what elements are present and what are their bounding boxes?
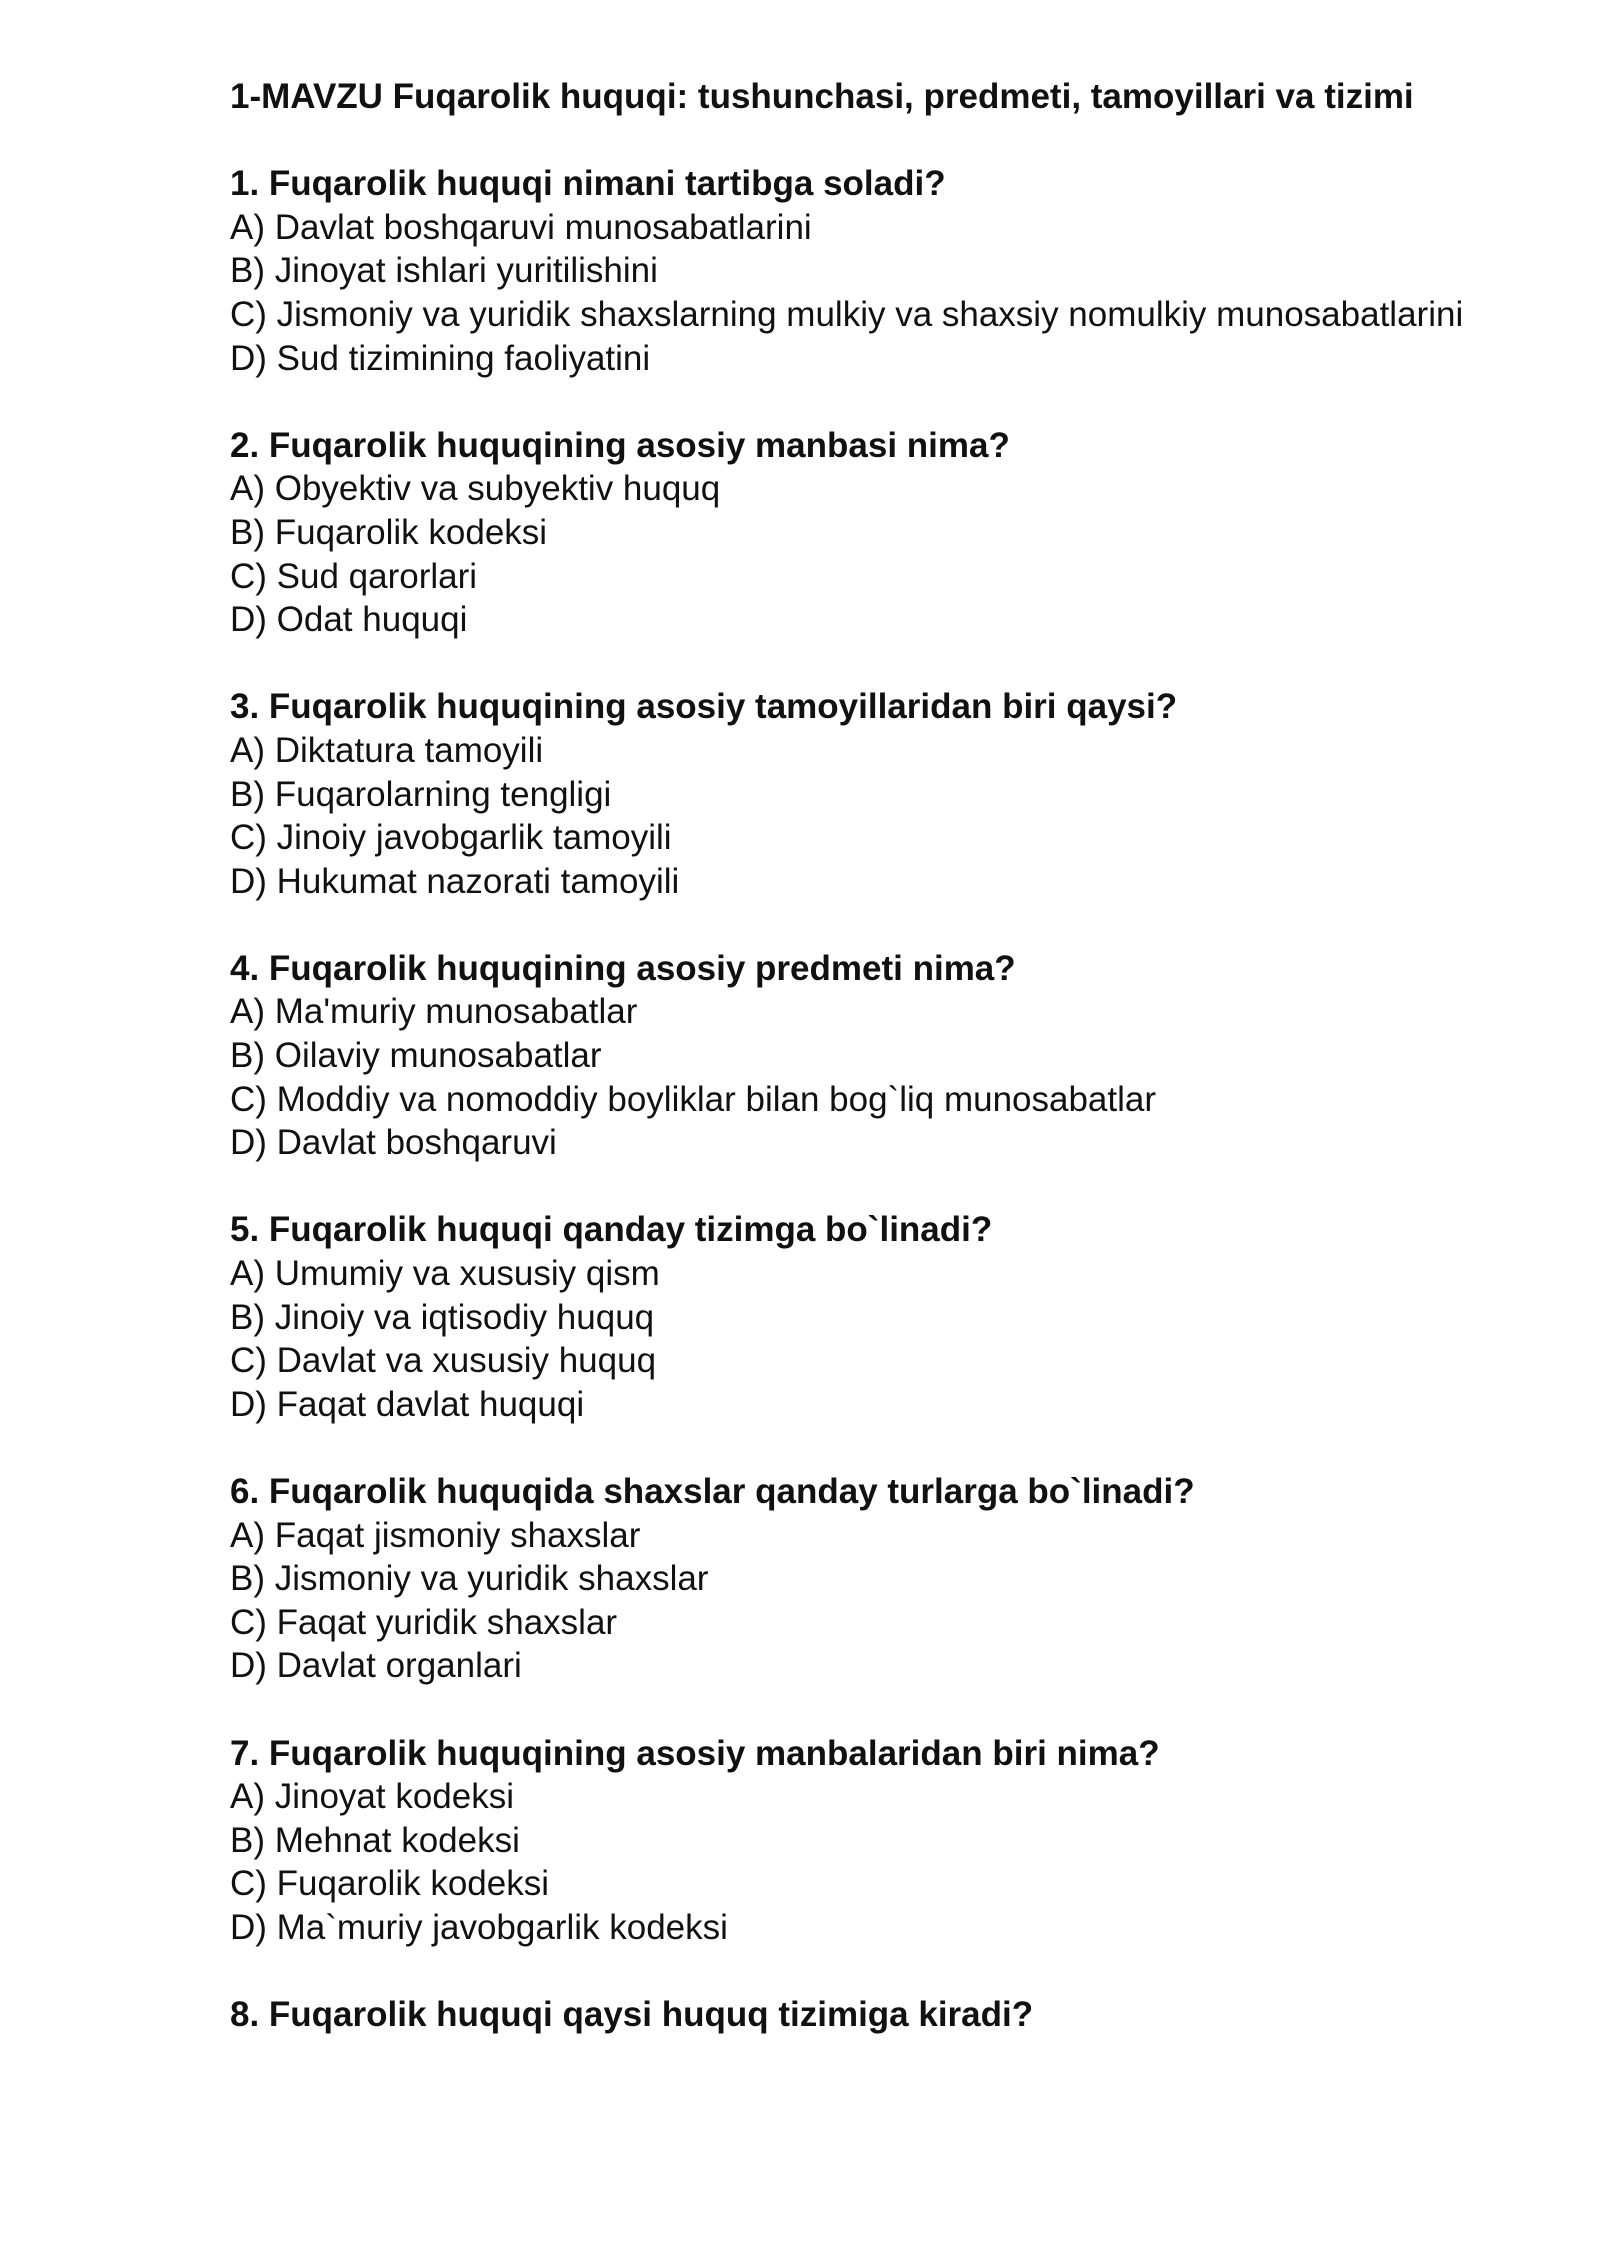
question-text: 5. Fuqarolik huquqi qanday tizimga bo`linadi?: [230, 1210, 993, 1250]
answer-option: D) Odat huquqi: [230, 600, 468, 640]
question-text: 2. Fuqarolik huquqining asosiy manbasi nima?: [230, 425, 1010, 465]
question-text: 4. Fuqarolik huquqining asosiy predmeti nima?: [230, 948, 1016, 988]
question-block: [230, 424, 1495, 642]
answer-option: A) Umumiy va xususiy qism: [230, 1254, 660, 1294]
answer-option: A) Ma'muriy munosabatlar: [230, 992, 638, 1032]
question-text: 3. Fuqarolik huquqining asosiy tamoyillaridan biri qaysi?: [230, 687, 1178, 727]
question-text: 7. Fuqarolik huquqining asosiy manbalaridan biri nima?: [230, 1733, 1160, 1773]
answer-option: D) Davlat boshqaruvi: [230, 1123, 557, 1163]
question-block: [230, 1993, 1495, 2037]
answer-option: C) Faqat yuridik shaxslar: [230, 1602, 618, 1642]
answer-option: C) Moddiy va nomoddiy boyliklar bilan bog`liq munosabatlar: [230, 1079, 1157, 1119]
answer-option: C) Jinoiy javobgarlik tamoyili: [230, 818, 672, 858]
question-block: [230, 162, 1495, 380]
answer-option: A) Davlat boshqaruvi munosabatlarini: [230, 207, 812, 247]
answer-option: B) Jinoyat ishlari yuritilishini: [230, 251, 658, 291]
question-block: [230, 947, 1495, 1165]
question-block: [230, 1732, 1495, 1950]
answer-option: B) Jinoiy va iqtisodiy huquq: [230, 1297, 655, 1337]
question-block: [230, 685, 1495, 903]
answer-option: D) Sud tizimining faoliyatini: [230, 338, 651, 378]
question-block: [230, 1470, 1495, 1688]
answer-option: C) Sud qarorlari: [230, 556, 478, 596]
answer-option: B) Jismoniy va yuridik shaxslar: [230, 1559, 709, 1599]
answer-option: B) Oilaviy munosabatlar: [230, 1036, 602, 1076]
answer-option: C) Davlat va xususiy huquq: [230, 1341, 657, 1381]
answer-option: B) Fuqarolik kodeksi: [230, 512, 548, 552]
question-list: [230, 162, 1495, 2037]
answer-option: A) Diktatura tamoyili: [230, 730, 544, 770]
question-text: 1. Fuqarolik huquqi nimani tartibga soladi?: [230, 164, 946, 204]
answer-option: D) Hukumat nazorati tamoyili: [230, 861, 680, 901]
answer-option: D) Davlat organlari: [230, 1646, 522, 1686]
answer-option: D) Faqat davlat huquqi: [230, 1384, 585, 1424]
document-title: 1-MAVZU Fuqarolik huquqi: tushunchasi, predmeti, tamoyillari va tizimi: [230, 77, 1414, 116]
answer-option: A) Faqat jismoniy shaxslar: [230, 1515, 641, 1555]
document-page: [230, 75, 1495, 2037]
answer-option: B) Mehnat kodeksi: [230, 1820, 520, 1860]
answer-option: B) Fuqarolarning tengligi: [230, 774, 612, 814]
answer-option: A) Jinoyat kodeksi: [230, 1777, 515, 1817]
answer-option: C) Jismoniy va yuridik shaxslarning mulkiy va shaxsiy nomulkiy munosabatlarini: [230, 294, 1464, 334]
question-block: [230, 1208, 1495, 1426]
question-text: 6. Fuqarolik huquqida shaxslar qanday turlarga bo`linadi?: [230, 1472, 1195, 1511]
answer-option: C) Fuqarolik kodeksi: [230, 1864, 549, 1904]
question-text: 8. Fuqarolik huquqi qaysi huquq tizimiga kiradi?: [230, 1995, 1034, 2035]
answer-option: D) Ma`muriy javobgarlik kodeksi: [230, 1907, 728, 1947]
answer-option: A) Obyektiv va subyektiv huquq: [230, 469, 721, 509]
